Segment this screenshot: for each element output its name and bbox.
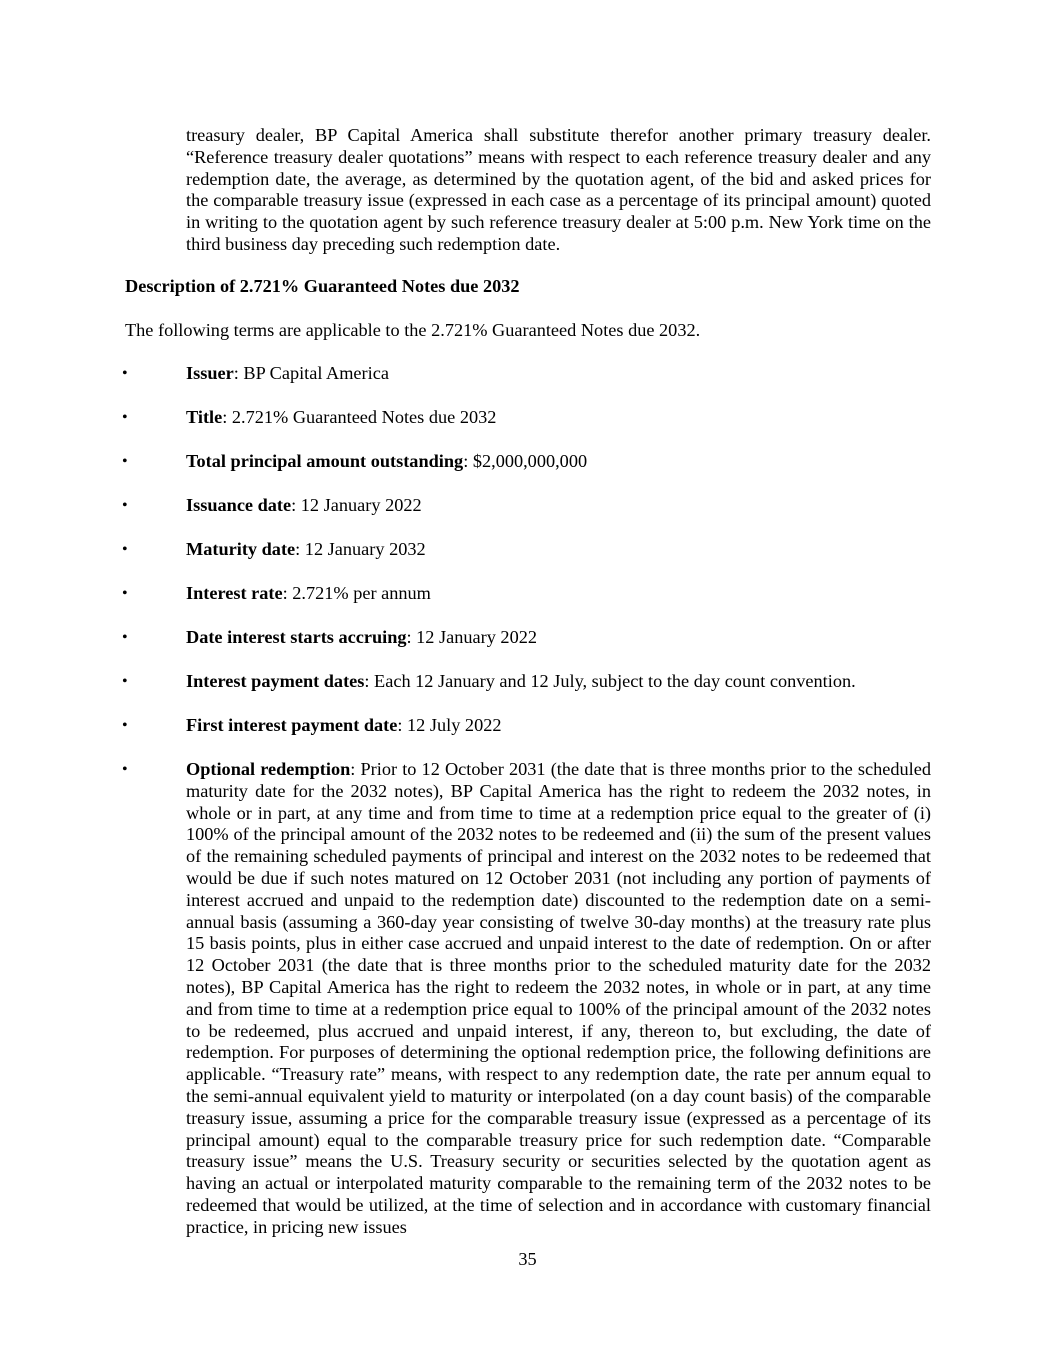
term-label: Total principal amount outstanding bbox=[186, 451, 464, 471]
section-heading: Description of 2.721% Guaranteed Notes due 2032 bbox=[125, 276, 520, 296]
terms-list bbox=[0, 363, 1055, 1261]
intro-text: The following terms are applicable to the 2.721% Guaranteed Notes due 2032. bbox=[125, 320, 701, 340]
term-label: First interest payment date bbox=[186, 715, 398, 735]
list-item-text bbox=[186, 583, 931, 605]
term-value: : 12 January 2022 bbox=[291, 495, 422, 515]
term-label: Interest payment dates bbox=[186, 671, 365, 691]
list-item-text bbox=[186, 451, 931, 473]
list-item-text bbox=[186, 539, 931, 561]
term-label: Optional redemption bbox=[186, 759, 351, 779]
list-item-text bbox=[186, 671, 931, 693]
list-item-text bbox=[186, 363, 931, 385]
bullet-icon: • bbox=[122, 409, 128, 426]
term-value: : Each 12 January and 12 July, subject to the day count convention. bbox=[364, 671, 856, 691]
bullet-icon: • bbox=[122, 453, 128, 470]
term-value: : $2,000,000,000 bbox=[463, 451, 588, 471]
list-item-text bbox=[186, 407, 931, 429]
bullet-icon: • bbox=[122, 761, 128, 778]
term-label: Issuance date bbox=[186, 495, 292, 515]
term-value: : 2.721% Guaranteed Notes due 2032 bbox=[222, 407, 497, 427]
term-value: : BP Capital America bbox=[233, 363, 389, 383]
bullet-icon: • bbox=[122, 717, 128, 734]
term-value: : Prior to 12 October 2031 (the date that is three months prior to the scheduled maturity date for the 2032 notes), BP Capital America has the right to redeem the 2032 notes, in whole or in part, at any time and from time to time at a redemption price equal to the greater of (i) 100% of the principal amount of the 2032 notes to be redeemed and (ii) the sum of the present values of the remaining scheduled payments of principal and interest on the 2032 notes to be redeemed that would be due if such notes matured on 12 October 2031 (not including any portion of payments of interest accrued and unpaid to the redemption date) discounted to the redemption date on a semi-annual basis (assuming a 360-day year consisting of twelve 30-day months) at the treasury rate plus 15 basis points, plus in either case accrued and unpaid interest to the date of redemption. On or after 12 October 2031 (the date that is three months prior to the scheduled maturity date for the 2032 notes), BP Capital America has the right to redeem the 2032 notes, in whole or in part, at any time and from time to time at a redemption price equal to 100% of the principal amount of the 2032 notes to be redeemed, plus accrued and unpaid interest, if any, thereon to, but excluding, the date of redemption. For purposes of determining the optional redemption price, the following definitions are applicable. “Treasury rate” means, with respect to any redemption date, the rate per annum equal to the semi-annual equivalent yield to maturity or interpolated (on a day count basis) of the comparable treasury issue, assuming a price for the comparable treasury issue (expressed as a percentage of its principal amount) equal to the comparable treasury price for such redemption date. “Comparable treasury issue” means the U.S. Treasury security or securities selected by the quotation agent as having an actual or interpolated maturity comparable to the remaining term of the 2032 notes to be redeemed that would be utilized, at the time of selection and in accordance with customary financial practice, in pricing new issues bbox=[186, 759, 931, 1237]
term-value: : 12 January 2022 bbox=[406, 627, 537, 647]
term-label: Issuer bbox=[186, 363, 234, 383]
term-label: Title bbox=[186, 407, 223, 427]
term-value: : 12 July 2022 bbox=[397, 715, 502, 735]
list-item-issuance-date bbox=[0, 495, 1055, 517]
list-item-accrual-start bbox=[0, 627, 1055, 649]
list-item-text bbox=[186, 495, 931, 517]
bullet-icon: • bbox=[122, 585, 128, 602]
bullet-icon: • bbox=[122, 497, 128, 514]
term-value: : 2.721% per annum bbox=[282, 583, 431, 603]
bullet-icon: • bbox=[122, 365, 128, 382]
term-label: Date interest starts accruing bbox=[186, 627, 407, 647]
list-item-interest-rate bbox=[0, 583, 1055, 605]
list-item-issuer bbox=[0, 363, 1055, 385]
list-item-title bbox=[0, 407, 1055, 429]
term-label: Interest rate bbox=[186, 583, 283, 603]
list-item-maturity-date bbox=[0, 539, 1055, 561]
continuation-paragraph: treasury dealer, BP Capital America shall substitute therefor another primary treasury dealer. “Reference treasury dealer quotations” means with respect to each reference treasury dealer and any redemption date, the average, as determined by the quotation agent, of the bid and asked prices for the comparable treasury issue (expressed in each case as a percentage of its principal amount) quoted in writing to the quotation agent by such reference treasury dealer at 5:00 p.m. New York time on the third business day preceding such redemption date. bbox=[186, 125, 931, 254]
page-number: 35 bbox=[518, 1249, 537, 1269]
bullet-icon: • bbox=[122, 629, 128, 646]
list-item-text bbox=[186, 715, 931, 737]
bullet-icon: • bbox=[122, 541, 128, 558]
list-item-first-payment-date bbox=[0, 715, 1055, 737]
term-label: Maturity date bbox=[186, 539, 296, 559]
list-item-text bbox=[186, 759, 931, 1239]
list-item-text bbox=[186, 627, 931, 649]
list-item-principal-amount bbox=[0, 451, 1055, 473]
bullet-icon: • bbox=[122, 673, 128, 690]
list-item-payment-dates bbox=[0, 671, 1055, 693]
term-value: : 12 January 2032 bbox=[295, 539, 426, 559]
list-item-optional-redemption bbox=[0, 759, 1055, 1239]
